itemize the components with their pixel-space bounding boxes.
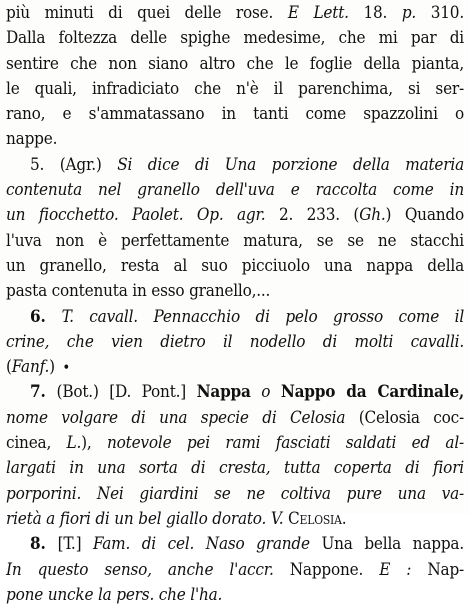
segment: 2. 233. ( — [265, 205, 360, 226]
segment: o — [250, 382, 281, 403]
text-line-4 — [6, 77, 464, 102]
sense-number: 8. — [30, 534, 58, 555]
definition: crine, che vien dietro il nodello di molti cavalli. — [6, 331, 464, 352]
sense-6-heading — [6, 305, 464, 330]
segment: Dalla foltezza delle spighe medesime, che mi par di — [6, 28, 464, 49]
definition: In questo senso, anche l'accr. — [6, 559, 274, 580]
source-abbrev: Gh. — [359, 205, 386, 226]
text-line-20 — [6, 482, 464, 507]
sense-5-heading — [6, 153, 464, 178]
headword: Nappa — [196, 382, 251, 403]
source-abbrev: p. — [401, 3, 417, 23]
headword: Nappo da Cardinale, — [280, 382, 464, 403]
segment: più minuti di quei delle rose. — [6, 3, 288, 23]
segment: ) — [49, 357, 55, 378]
segment: (Celosia coc- — [345, 407, 465, 428]
text-line-21 — [6, 507, 464, 532]
text-line-1 — [6, 1, 464, 26]
definition: notevole pei rami fasciati saldati ed al- — [106, 433, 464, 454]
segment: ( — [6, 357, 12, 378]
segment: 5. (Agr.) — [30, 154, 118, 175]
segment: cinea, — [6, 433, 67, 454]
segment: Nappone. — [273, 559, 380, 580]
segment: ) Quando — [385, 205, 464, 226]
bullet-mark: • — [62, 360, 70, 375]
definition: rietà a fiori di un bel giallo dorato. V. — [6, 508, 284, 529]
text-line-3 — [6, 52, 464, 77]
text-line-6 — [6, 127, 464, 152]
text-line-8 — [6, 178, 464, 203]
dictionary-entry-text — [6, 1, 464, 608]
definition: largati in una sorta di cresta, tutta coperta di fiori — [6, 458, 464, 479]
text-line-11 — [6, 254, 464, 279]
citation: un fiocchetto. Paolet. Op. agr. — [6, 205, 266, 226]
text-line-5 — [6, 102, 464, 127]
text-line-15 — [6, 355, 464, 380]
definition: T. cavall. Pennacchio di pelo grosso come il — [61, 306, 465, 327]
definition: contenuta nel granello dell'uva e raccolta come in — [6, 180, 464, 201]
sense-8-heading — [6, 532, 464, 557]
segment: Nap- — [411, 559, 464, 580]
text-line-2 — [6, 26, 464, 51]
segment: ), — [81, 433, 107, 454]
segment: sentire che non siano altro che le foglie della pianta, — [6, 53, 464, 74]
source-abbrev: E Lett. — [287, 3, 349, 23]
segment: Una bella nappa. — [309, 534, 464, 555]
source-abbrev: Fanf. — [11, 357, 50, 378]
segment: (Bot.) [D. Pont.] — [56, 382, 197, 403]
segment: nappe. — [6, 129, 58, 150]
segment: 310. — [416, 3, 464, 23]
cross-reference: Celosia. — [283, 508, 347, 529]
definition: porporini. Nei giardini se ne coltiva pure una va- — [6, 483, 464, 504]
source-abbrev: E : — [379, 559, 412, 580]
sense-7-heading — [6, 380, 464, 405]
segment: 18. — [348, 3, 402, 23]
definition: Si dice di Una porzione della materia — [117, 154, 464, 175]
definition: nome volgare di una specie di Celosia — [6, 407, 346, 428]
source-abbrev: L. — [66, 433, 82, 454]
segment: un granello, resta al suo picciuolo una nappa della — [6, 255, 464, 276]
segment: pasta contenuta in esso granello,... — [6, 281, 271, 302]
text-line-23 — [6, 558, 464, 583]
segment: l'uva non è perfettamente matura, se se ne stacchi — [6, 230, 464, 251]
segment: [T.] — [57, 534, 93, 555]
text-line-17 — [6, 406, 464, 431]
definition: Fam. di cel. Naso grande — [92, 534, 310, 555]
text-line-14 — [6, 330, 464, 355]
text-line-12 — [6, 279, 464, 304]
sense-number: 6. — [30, 306, 62, 327]
text-line-9 — [6, 203, 464, 228]
text-line-19 — [6, 456, 464, 481]
text-line-24 — [6, 583, 464, 608]
segment: rano, e s'ammatassano in tanti come spazzolini o — [6, 104, 464, 125]
text-line-10 — [6, 229, 464, 254]
definition: pone uncke la pers. che l'ha. — [6, 584, 223, 605]
segment: le quali, infradiciato che n'è il parenchima, si ser- — [6, 78, 464, 99]
text-line-18 — [6, 431, 464, 456]
sense-number: 7. — [30, 382, 57, 403]
